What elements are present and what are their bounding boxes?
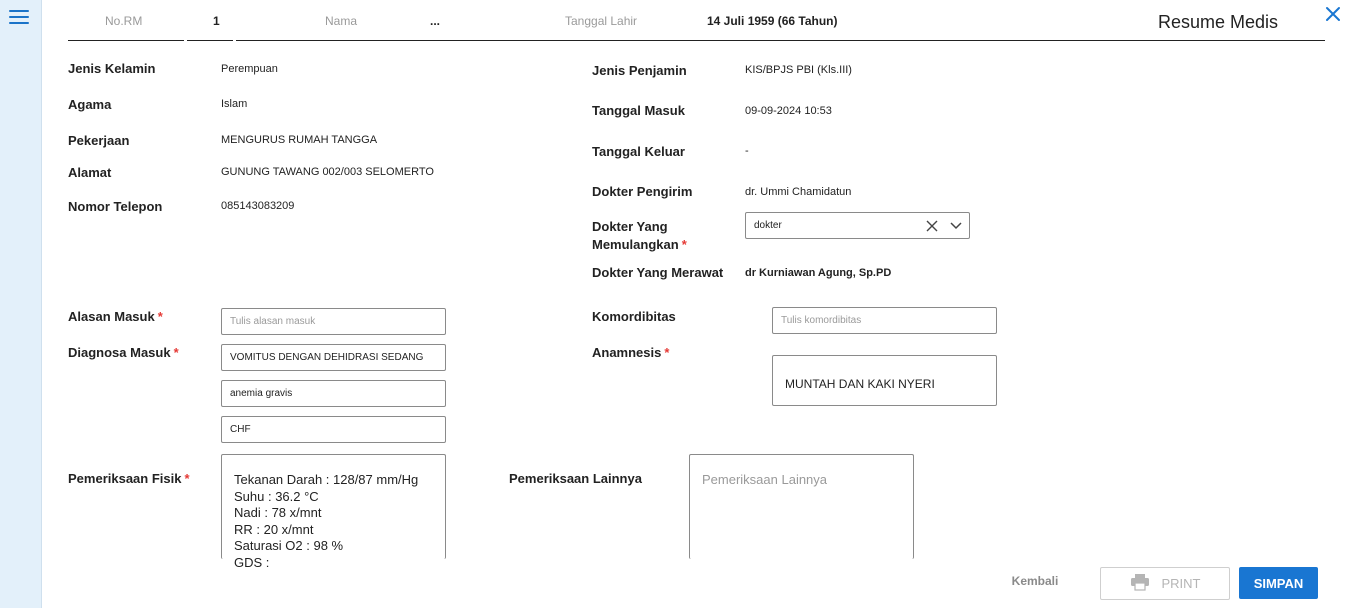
dokter-memulangkan-select[interactable] xyxy=(745,212,970,239)
jenis-penjamin-value: KIS/BPJS PBI (Kls.III) xyxy=(745,64,852,76)
fisik-line: Tekanan Darah : 128/87 mm/Hg xyxy=(234,472,419,487)
dokter-memulangkan-value: dokter xyxy=(754,220,782,231)
fisik-line: Nadi : 78 x/mnt xyxy=(234,505,322,520)
anamnesis-label xyxy=(592,344,669,362)
diagnosa-masuk-label xyxy=(68,344,179,362)
chevron-down-icon[interactable] xyxy=(947,217,965,235)
komordibitas-input[interactable]: Tulis komordibitas xyxy=(772,307,997,334)
required-mark: * xyxy=(681,237,687,252)
dokter-merawat-label: Dokter Yang Merawat xyxy=(592,265,724,280)
dokter-pengirim-label: Dokter Pengirim xyxy=(592,184,693,199)
dokter-memulangkan-label xyxy=(592,218,687,254)
pemeriksaan-fisik-label xyxy=(68,470,190,488)
diagnosa-masuk-label-text: Diagnosa Masuk xyxy=(68,345,171,360)
header-divider xyxy=(187,40,233,41)
print-label: PRINT xyxy=(1161,576,1201,591)
nama-value: ... xyxy=(430,14,441,28)
alamat-label: Alamat xyxy=(68,165,112,180)
pemeriksaan-lainnya-label: Pemeriksaan Lainnya xyxy=(509,471,642,486)
printer-icon xyxy=(1130,573,1150,594)
no-rm-label: No.RM xyxy=(105,14,143,28)
agama-value: Islam xyxy=(221,98,248,110)
print-button[interactable] xyxy=(1100,567,1230,600)
hamburger-menu-icon[interactable] xyxy=(9,10,29,28)
required-mark: * xyxy=(184,471,190,486)
tanggal-masuk-value: 09-09-2024 10:53 xyxy=(745,105,832,117)
required-mark: * xyxy=(157,309,163,324)
pekerjaan-value: MENGURUS RUMAH TANGGA xyxy=(221,134,378,146)
required-mark: * xyxy=(173,345,179,360)
no-rm-value: 1 xyxy=(213,14,220,28)
fisik-line: RR : 20 x/mnt xyxy=(234,521,314,537)
kembali-button[interactable]: Kembali xyxy=(1011,574,1059,588)
fisik-line: Saturasi O2 : 98 % xyxy=(234,538,344,553)
tanggal-keluar-label: Tanggal Keluar xyxy=(592,144,685,159)
header-divider xyxy=(68,40,184,41)
tanggal-lahir-value: 14 Juli 1959 (66 Tahun) xyxy=(707,14,838,28)
alasan-masuk-input[interactable]: Tulis alasan masuk xyxy=(221,308,446,335)
alasan-masuk-label xyxy=(68,308,163,326)
header-divider xyxy=(236,40,1325,41)
diagnosa-input[interactable]: VOMITUS DENGAN DEHIDRASI SEDANG xyxy=(221,344,446,371)
fisik-line: GDS : xyxy=(234,554,270,570)
required-mark: * xyxy=(664,345,670,360)
anamnesis-label-text: Anamnesis xyxy=(592,345,662,360)
jenis-kelamin-label: Jenis Kelamin xyxy=(68,61,156,76)
dokter-merawat-value: dr Kurniawan Agung, Sp.PD xyxy=(745,267,892,279)
nomor-telepon-label: Nomor Telepon xyxy=(68,199,163,214)
pemeriksaan-fisik-textarea[interactable] xyxy=(221,454,446,570)
pemeriksaan-lainnya-textarea[interactable]: Pemeriksaan Lainnya xyxy=(689,454,914,559)
anamnesis-textarea[interactable]: MUNTAH DAN KAKI NYERI xyxy=(772,355,997,406)
sidebar xyxy=(0,0,42,608)
dokter-pengirim-value: dr. Ummi Chamidatun xyxy=(745,186,852,198)
nama-label: Nama xyxy=(325,14,358,28)
simpan-button[interactable]: SIMPAN xyxy=(1239,567,1318,599)
clear-icon[interactable] xyxy=(923,217,941,235)
komordibitas-label: Komordibitas xyxy=(592,309,676,324)
tanggal-masuk-label: Tanggal Masuk xyxy=(592,103,685,118)
tanggal-keluar-value: - xyxy=(745,145,749,157)
alasan-masuk-label-text: Alasan Masuk xyxy=(68,309,155,324)
page-title: Resume Medis xyxy=(1158,12,1279,32)
diagnosa-input[interactable]: anemia gravis xyxy=(221,380,446,407)
nomor-telepon-value: 085143083209 xyxy=(221,200,295,212)
dokter-memulangkan-label-line1: Dokter Yang xyxy=(592,219,668,234)
agama-label: Agama xyxy=(68,97,112,112)
pemeriksaan-fisik-label-text: Pemeriksaan Fisik xyxy=(68,471,182,486)
jenis-kelamin-value: Perempuan xyxy=(221,63,278,75)
diagnosa-input[interactable]: CHF xyxy=(221,416,446,443)
alamat-value: GUNUNG TAWANG 002/003 SELOMERTO xyxy=(221,166,434,178)
jenis-penjamin-label: Jenis Penjamin xyxy=(592,63,687,78)
close-icon[interactable] xyxy=(1323,4,1343,24)
tanggal-lahir-label: Tanggal Lahir xyxy=(565,14,638,28)
pekerjaan-label: Pekerjaan xyxy=(68,133,130,148)
fisik-line: Suhu : 36.2 °C xyxy=(234,488,319,504)
dokter-memulangkan-label-line2: Memulangkan xyxy=(592,237,679,252)
